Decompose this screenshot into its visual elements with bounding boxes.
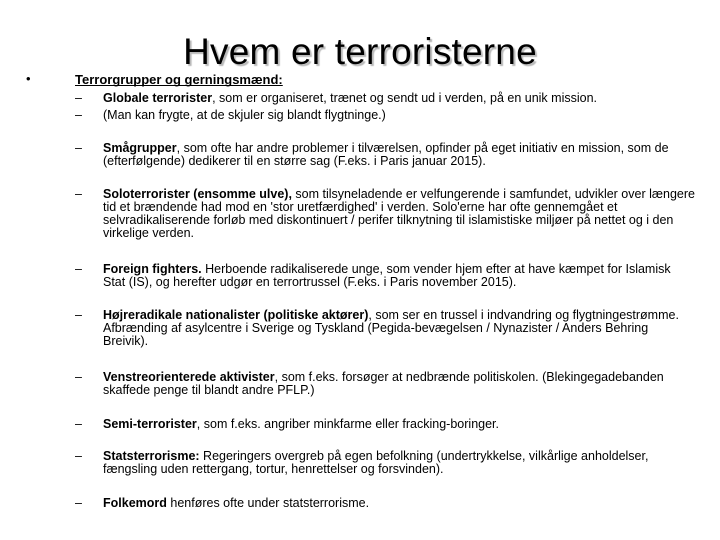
list-item-text bbox=[103, 109, 695, 122]
list-item-bold: Soloterrorister (ensomme ulve), bbox=[103, 187, 292, 201]
list-item-rest: , som ser en trussel i indvandring og flygtningestrømme. Afbrænding af asylcentre i Sverige og Tyskland (Pegida-bevægelsen / Nynazister / Anders Behring Breivik). bbox=[103, 308, 679, 348]
dash-icon: – bbox=[75, 308, 82, 322]
list-item-bold: Statsterrorisme: bbox=[103, 449, 200, 463]
dash-icon: – bbox=[75, 141, 82, 155]
list-item-rest: , som f.eks. angriber minkfarme eller fracking-boringer. bbox=[196, 417, 499, 431]
list-item-bold: Globale terrorister bbox=[103, 91, 213, 105]
list-item-rest: som tilsyneladende er velfungerende i samfundet, udvikler over længere tid et brændende had mod en 'stor uretfærdighed' i verden. Solo'erne har ofte gennemgået et selvradikaliserende forløb med diskontinuert / perifer tilknytning til islamistiske miljøer på nettet og i den virkelige verden. bbox=[103, 187, 695, 240]
list-item-text bbox=[103, 263, 695, 289]
dash-icon: – bbox=[75, 370, 82, 384]
bullet-icon: • bbox=[26, 71, 31, 86]
dash-icon: – bbox=[75, 449, 82, 463]
level1-heading: Terrorgrupper og gerningsmænd: bbox=[75, 72, 283, 87]
list-item-text bbox=[103, 188, 695, 240]
list-item-bold: Semi-terrorister bbox=[103, 417, 197, 431]
list-item-bold: Højreradikale nationalister (politiske aktører) bbox=[103, 308, 369, 322]
list-item-bold: Smågrupper bbox=[103, 141, 177, 155]
list-item-text bbox=[103, 497, 695, 510]
list-item-bold: Folkemord bbox=[103, 496, 167, 510]
list-item-rest: , som ofte har andre problemer i tilværelsen, opfinder på eget initiativ en mission, som de (efterfølgende) dedikerer til en større sag (F.eks. i Paris januar 2015). bbox=[103, 141, 669, 168]
dash-icon: – bbox=[75, 417, 82, 431]
dash-icon: – bbox=[75, 91, 82, 105]
list-item-text bbox=[103, 142, 695, 168]
list-item-rest: Herboende radikaliserede unge, som vender hjem efter at have kæmpet for Islamisk Stat (IS), og herefter udgør en terrortrussel (F.eks. i Paris november 2015). bbox=[103, 262, 671, 289]
list-item-bold: Foreign fighters. bbox=[103, 262, 202, 276]
list-item-rest: Regeringers overgreb på egen befolkning (undertrykkelse, vilkårlige anholdelser, fængsling uden rettergang, tortur, henrettelser og forsvinden). bbox=[103, 449, 649, 476]
list-item-rest: (Man kan frygte, at de skjuler sig blandt flygtninge.) bbox=[103, 108, 386, 122]
list-item-rest: , som er organiseret, trænet og sendt ud i verden, på en unik mission. bbox=[212, 91, 598, 105]
list-item-text bbox=[103, 371, 695, 397]
list-item-rest: henføres ofte under statsterrorisme. bbox=[166, 496, 370, 510]
dash-icon: – bbox=[75, 262, 82, 276]
list-item-rest: , som f.eks. forsøger at nedbrænde politiskolen. (Blekingegadebanden skaffede penge til blandt andre PFLP.) bbox=[103, 370, 664, 397]
list-item-text bbox=[103, 418, 695, 431]
list-item-bold: Venstreorienterede aktivister bbox=[103, 370, 275, 384]
list-item-text bbox=[103, 309, 695, 348]
list-item-text bbox=[103, 450, 695, 476]
list-item-text bbox=[103, 92, 695, 105]
dash-icon: – bbox=[75, 108, 82, 122]
dash-icon: – bbox=[75, 496, 82, 510]
dash-icon: – bbox=[75, 187, 82, 201]
slide-title: Hvem er terroristerne bbox=[183, 31, 537, 72]
